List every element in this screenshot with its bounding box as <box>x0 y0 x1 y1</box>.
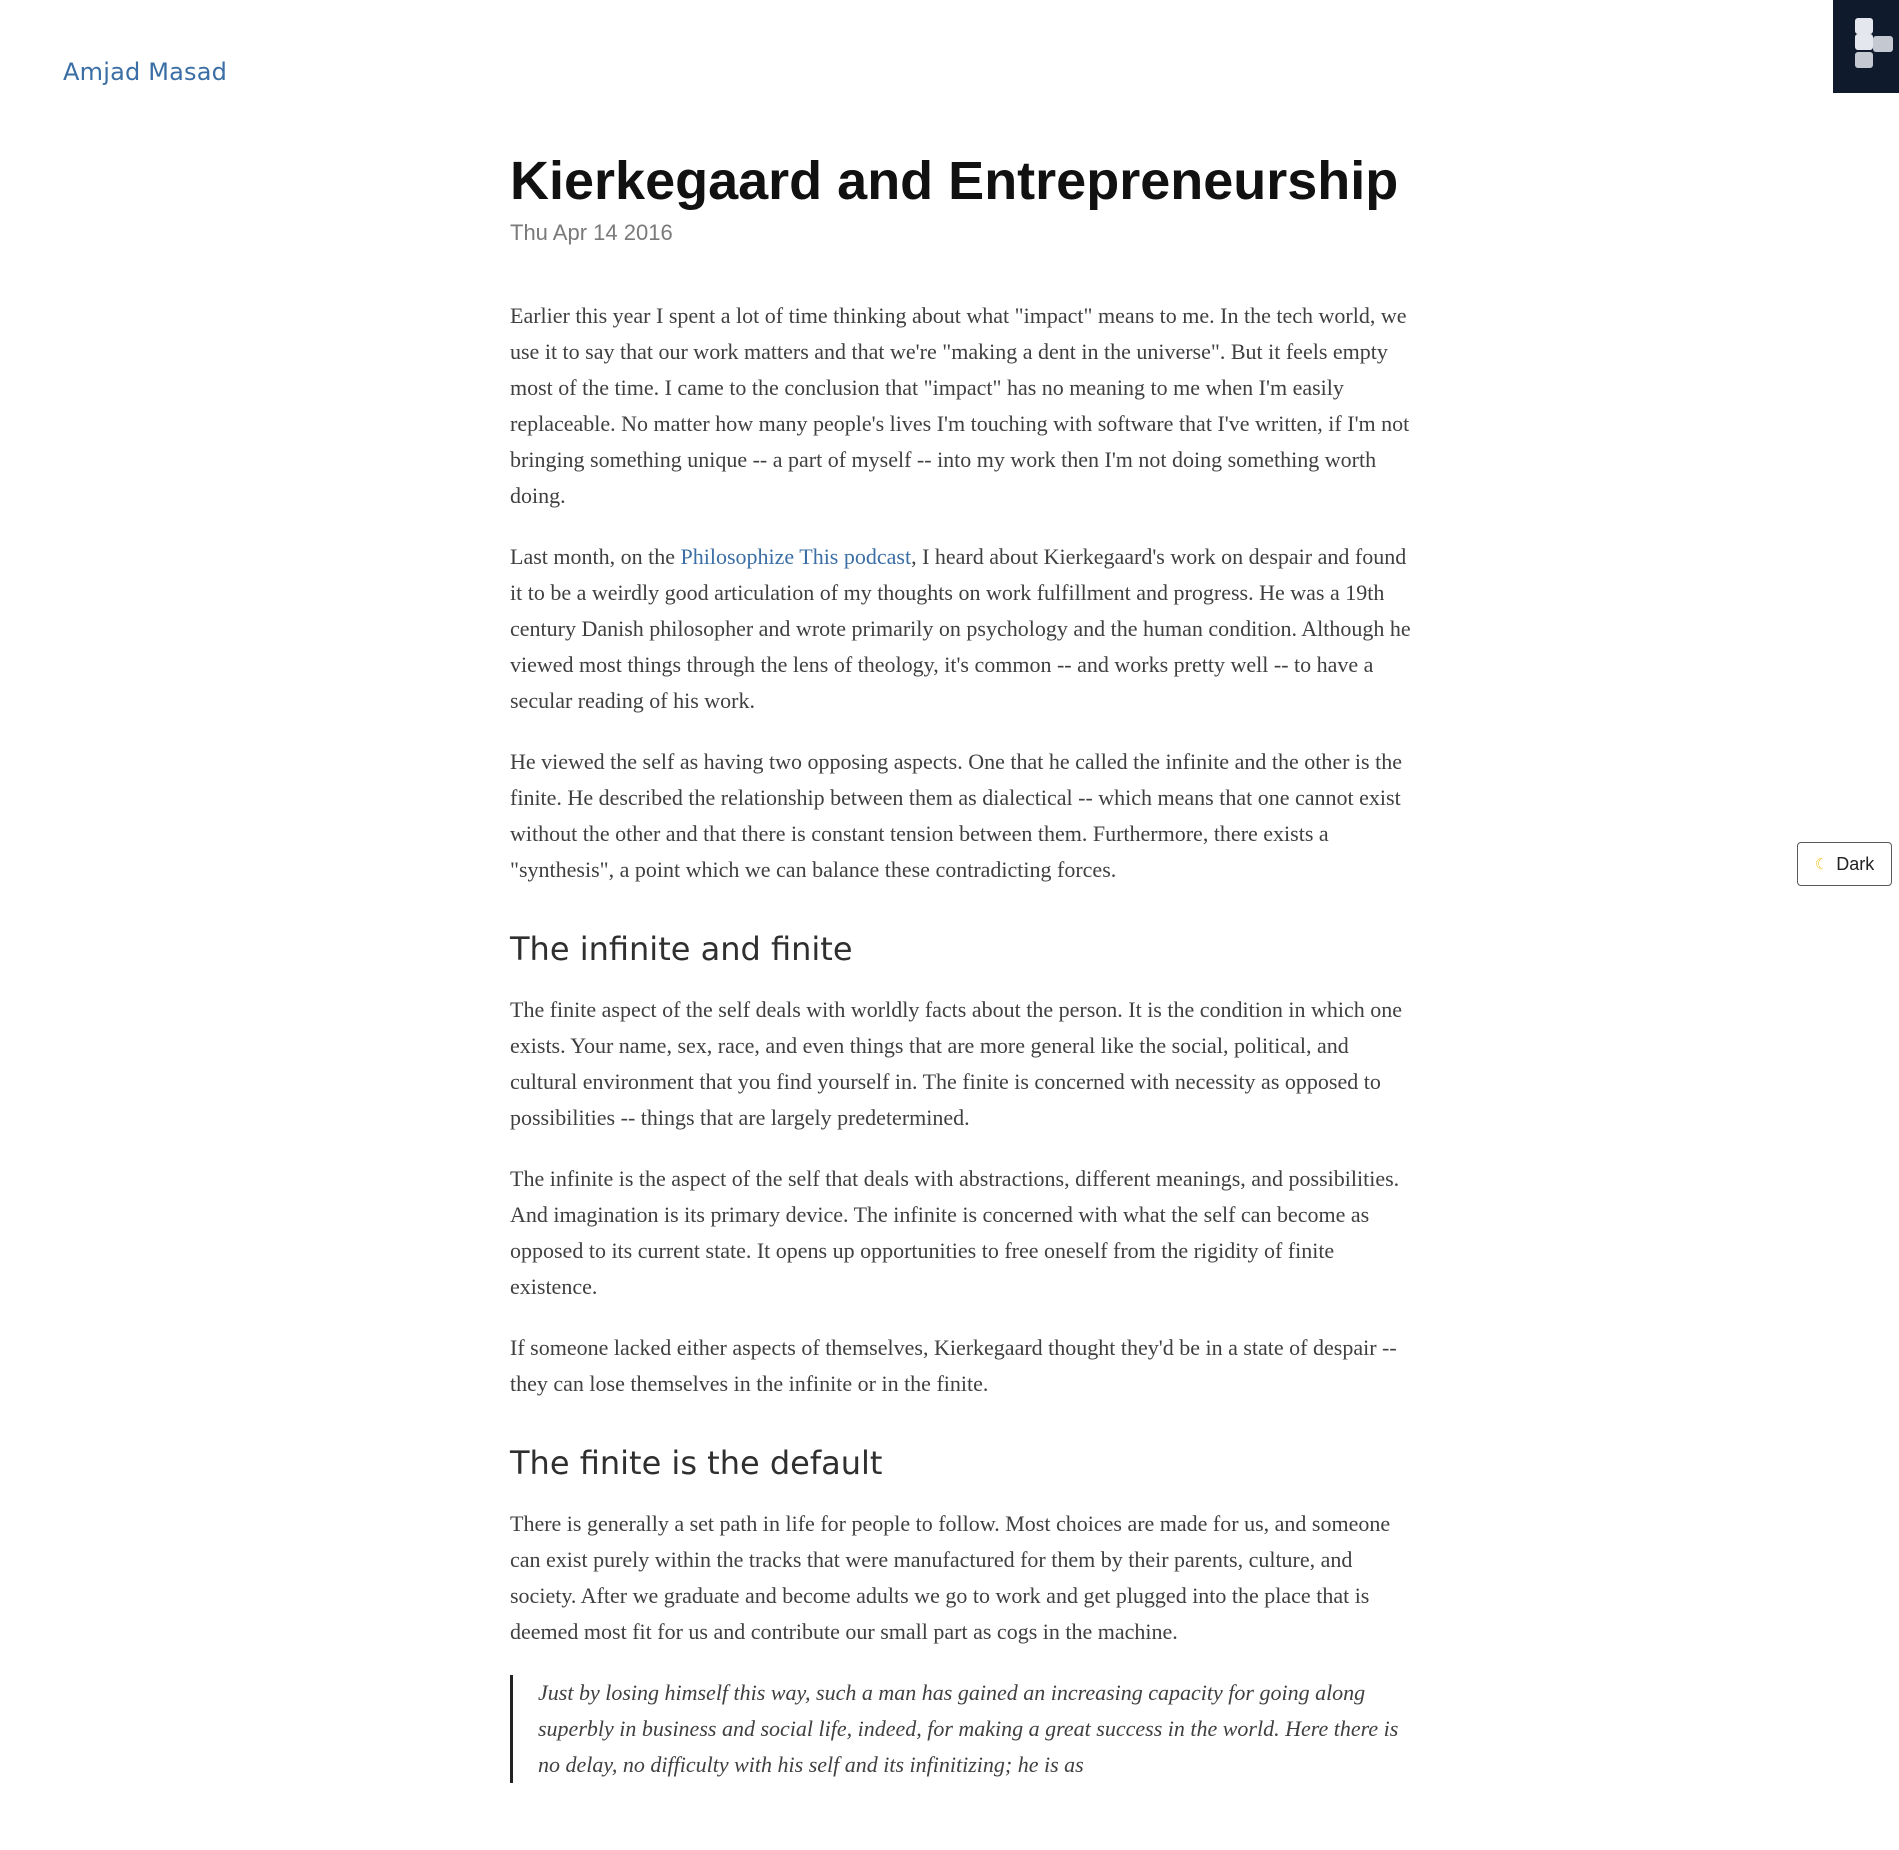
blockquote <box>510 1675 1415 1783</box>
article-title: Kierkegaard and Entrepreneurship <box>510 151 1399 211</box>
paragraph: The finite aspect of the self deals with worldly facts about the person. It is the condition in which one exists. Your name, sex, race, and even things that are more general like the social, political, and cultural environment that you find yourself in. The finite is concerned with necessity as opposed to possibilities -- things that are largely predetermined. <box>510 997 1402 1130</box>
article-body <box>510 298 1415 1783</box>
app-badge[interactable] <box>1833 0 1899 93</box>
paragraph: The infinite is the aspect of the self that deals with abstractions, different meanings, and possibilities. And imagination is its primary device. The infinite is concerned with what the self can become as opposed to its current state. It opens up opportunities to free oneself from the rigidity of finite existence. <box>510 1166 1400 1299</box>
paragraph: There is generally a set path in life for people to follow. Most choices are made for us, and someone can exist purely within the tracks that were manufactured for them by their parents, culture, and society. After we graduate and become adults we go to work and get plugged into the place that is deemed most fit for us and contribute our small part as cogs in the machine. <box>510 1511 1391 1644</box>
paragraph: Earlier this year I spent a lot of time thinking about what "impact" means to me. In the tech world, we use it to say that our work matters and that we're "making a dent in the universe". But it feels empty most of the time. I came to the conclusion that "impact" has no meaning to me when I'm easily replaceable. No matter how many people's lives I'm touching with software that I've written, if I'm not bringing something unique -- a part of myself -- into my work then I'm not doing something worth doing. <box>510 303 1410 508</box>
paragraph-text: Last month, on the <box>510 544 681 569</box>
paragraph-text: , I heard about Kierkegaard's work on despair and found it to be a weirdly good articulation of my thoughts on work fulfillment and progress. He was a 19th century Danish philosopher and wrote primarily on psychology and the human condition. Although he viewed most things through the lens of theology, it's common -- and works pretty well -- to have a secular reading of his work. <box>510 544 1411 713</box>
article-date: Thu Apr 14 2016 <box>510 220 673 245</box>
paragraph: If someone lacked either aspects of themselves, Kierkegaard thought they'd be in a state of despair -- they can lose themselves in the infinite or in the finite. <box>510 1335 1397 1396</box>
section-heading: The infinite and finite <box>510 930 853 968</box>
philosophize-this-podcast-link[interactable]: Philosophize This podcast <box>680 544 912 569</box>
quote-text: Just by losing himself this way, such a man has gained an increasing capacity for going along superbly in business and social life, indeed, for making a great success in the world. Here there is no delay, no difficulty with his self and its infinitizing; he is as <box>538 1680 1399 1777</box>
section-heading: The finite is the default <box>510 1444 883 1482</box>
paragraph: He viewed the self as having two opposing aspects. One that he called the infinite and the other is the finite. He described the relationship between them as dialectical -- which means that one cannot exist without the other and that there is constant tension between them. Furthermore, there exists a "synthesis", a point which we can balance these contradicting forces. <box>510 749 1402 882</box>
dark-mode-toggle[interactable] <box>1797 842 1892 886</box>
moon-icon: ☾ <box>1814 856 1829 873</box>
article <box>510 148 1415 1783</box>
dark-mode-label: Dark <box>1836 853 1875 874</box>
paragraph <box>510 539 1415 719</box>
site-name-link[interactable]: Amjad Masad <box>63 58 228 86</box>
